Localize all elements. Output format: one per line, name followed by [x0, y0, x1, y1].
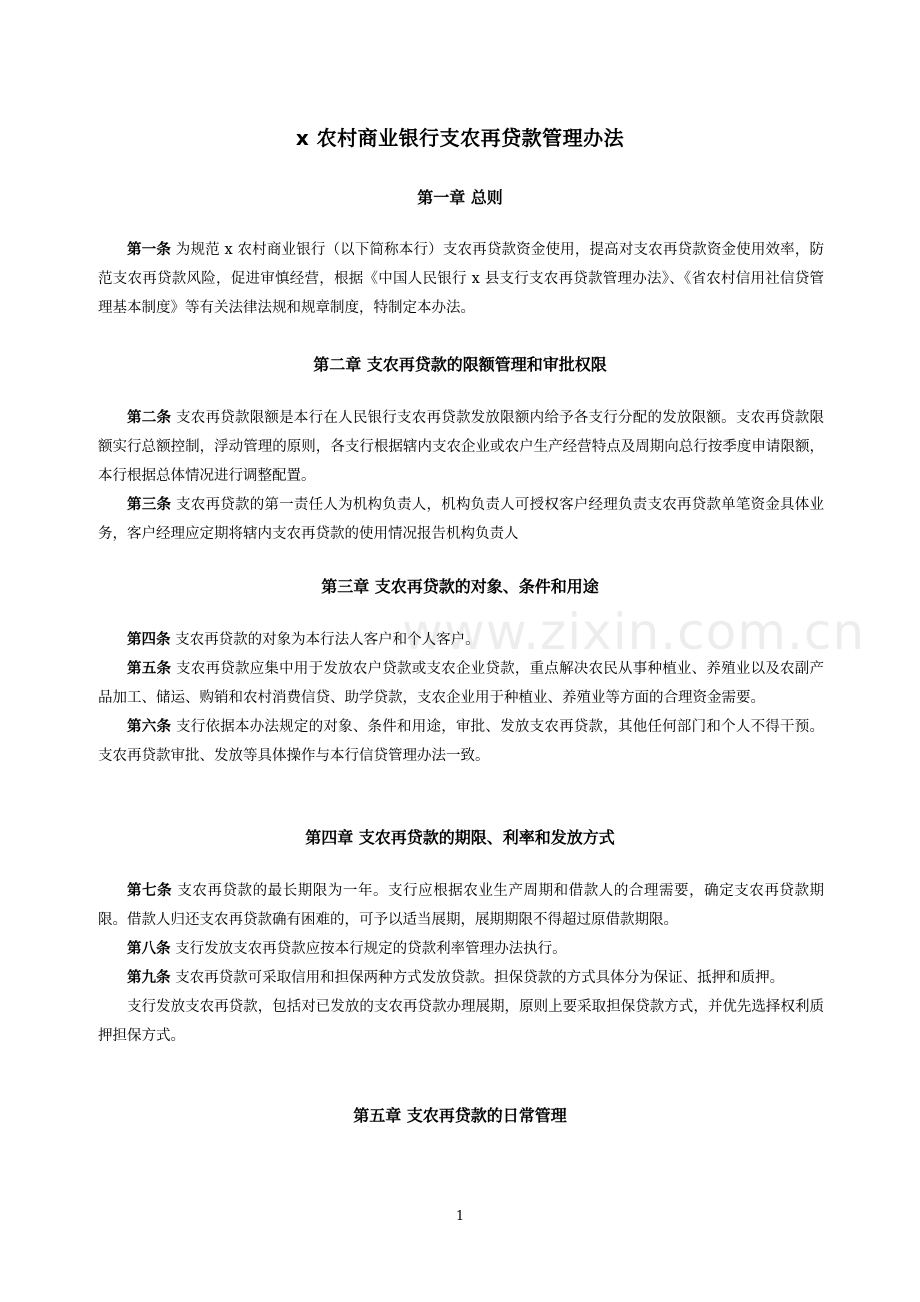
- article-label: 第五条: [127, 661, 172, 677]
- watermark: www.zixin.com.cn: [402, 603, 866, 661]
- chapter-4-body: [98, 877, 824, 1051]
- article-text: 支农再贷款应集中用于发放农户贷款或支农企业贷款，重点解决农民从事种植业、养殖业以及农副产品加工、储运、购销和农村消费信贷、助学贷款，支农企业用于种植业、养殖业等方面的合理资金需要。: [98, 661, 825, 706]
- chapter-5-heading: 第五章 支农再贷款的日常管理: [353, 1106, 567, 1125]
- chapter-1-body: [98, 236, 824, 323]
- article-text: 为规范 x 农村商业银行（以下简称本行）支农再贷款资金使用，提高对支农再贷款资金使用效率，防范支农再贷款风险，促进审慎经营，根据《中国人民银行 x 县支行支农再贷款管理办法》、《省农村信用社信贷管理基本制度》等有关法律法规和规章制度，特制定本办法。: [98, 242, 824, 316]
- article-4: [98, 626, 824, 655]
- article-8: [98, 935, 824, 964]
- article-5: [98, 655, 824, 713]
- document-title: x 农村商业银行支农再贷款管理办法: [295, 126, 625, 150]
- article-9: [98, 964, 824, 993]
- article-2: [98, 404, 824, 491]
- article-9-continuation: [98, 993, 824, 1051]
- chapter-3-body: [98, 626, 824, 771]
- article-label: 第九条: [127, 970, 171, 986]
- article-1: [98, 236, 824, 323]
- article-3: [98, 491, 824, 549]
- article-6: [98, 713, 824, 771]
- article-text: 支农再贷款的第一责任人为机构负责人，机构负责人可授权客户经理负责支农再贷款单笔资金具体业务，客户经理应定期将辖内支农再贷款的使用情况报告机构负责人: [98, 497, 825, 542]
- chapter-4-heading: 第四章 支农再贷款的期限、利率和发放方式: [305, 828, 615, 847]
- page-number: 1: [455, 1209, 465, 1224]
- article-label: 第二条: [127, 410, 172, 426]
- article-text: 支行依据本办法规定的对象、条件和用途，审批、发放支农再贷款，其他任何部门和个人不得干预。支农再贷款审批、发放等具体操作与本行信贷管理办法一致。: [98, 719, 825, 764]
- article-label: 第一条: [127, 242, 171, 258]
- article-label: 第三条: [127, 497, 172, 513]
- article-text: 支农再贷款限额是本行在人民银行支农再贷款发放限额内给予各支行分配的发放限额。支农再贷款限额实行总额控制，浮动管理的原则，各支行根据辖内支农企业或农户生产经营特点及周期向总行按季度申请限额，本行根据总体情况进行调整配置。: [98, 410, 825, 484]
- chapter-2-body: [98, 404, 824, 549]
- article-text: 支农再贷款的对象为本行法人客户和个人客户。: [175, 632, 480, 648]
- article-label: 第八条: [127, 941, 171, 957]
- chapter-3-heading: 第三章 支农再贷款的对象、条件和用途: [321, 577, 599, 596]
- article-label: 第七条: [127, 883, 173, 899]
- article-label: 第六条: [127, 719, 172, 735]
- chapter-2-heading: 第二章 支农再贷款的限额管理和审批权限: [313, 355, 607, 374]
- article-text: 支行发放支农再贷款应按本行规定的贷款利率管理办法执行。: [175, 941, 567, 957]
- article-text: 支行发放支农再贷款，包括对已发放的支农再贷款办理展期，原则上要采取担保贷款方式，并优先选择权利质押担保方式。: [98, 999, 824, 1044]
- article-text: 支农再贷款的最长期限为一年。支行应根据农业生产周期和借款人的合理需要，确定支农再贷款期限。借款人归还支农再贷款确有困难的，可予以适当展期，展期期限不得超过原借款期限。: [98, 883, 825, 928]
- article-text: 支农再贷款可采取信用和担保两种方式发放贷款。担保贷款的方式具体分为保证、抵押和质押。: [175, 970, 785, 986]
- article-7: [98, 877, 824, 935]
- chapter-1-heading: 第一章 总则: [417, 188, 503, 207]
- article-label: 第四条: [127, 632, 171, 648]
